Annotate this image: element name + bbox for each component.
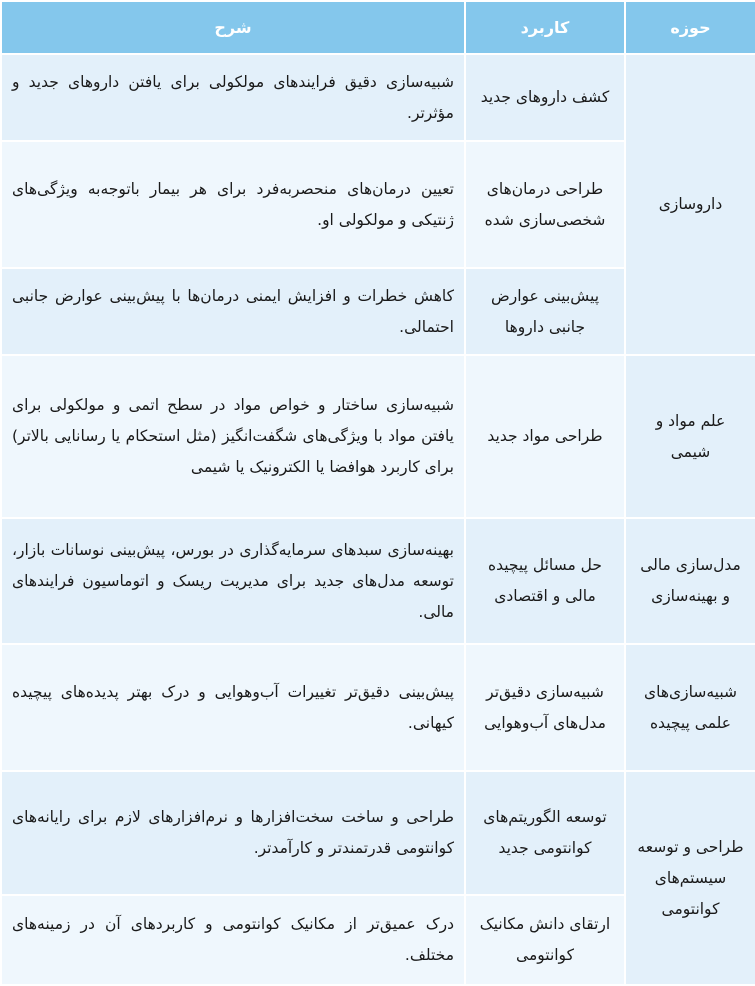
table-row	[1, 518, 755, 644]
domain-cell: شبیه‌سازی‌های علمی پیچیده	[625, 644, 755, 771]
use-cell: طراحی مواد جدید	[465, 355, 625, 518]
table-row	[1, 54, 755, 141]
description-cell: بهینه‌سازی سبدهای سرمایه‌گذاری در بورس، پیش‌بینی نوسانات بازار، توسعه مدل‌های جدید برای مدیریت ریسک و اتوماسیون فرایندهای مالی.	[1, 518, 465, 644]
domain-cell: داروسازی	[625, 54, 755, 355]
header-description: شرح	[1, 1, 465, 54]
table-row	[1, 644, 755, 771]
description-cell: پیش‌بینی دقیق‌تر تغییرات آب‌وهوایی و درک بهتر پدیده‌های پیچیده کیهانی.	[1, 644, 465, 771]
use-cell: شبیه‌سازی دقیق‌تر مدل‌های آب‌وهوایی	[465, 644, 625, 771]
description-cell: طراحی و ساخت سخت‌افزارها و نرم‌افزارهای لازم برای رایانه‌های کوانتومی قدرتمندتر و کارآمدتر.	[1, 771, 465, 895]
domain-cell: مدل‌سازی مالی و بهینه‌سازی	[625, 518, 755, 644]
use-cell: توسعه الگوریتم‌های کوانتومی جدید	[465, 771, 625, 895]
use-cell: طراحی درمان‌های شخصی‌سازی شده	[465, 141, 625, 268]
description-cell: شبیه‌سازی دقیق فرایندهای مولکولی برای یافتن داروهای جدید و مؤثرتر.	[1, 54, 465, 141]
header-domain: حوزه	[625, 1, 755, 54]
description-cell: درک عمیق‌تر از مکانیک کوانتومی و کاربردهای آن در زمینه‌های مختلف.	[1, 895, 465, 985]
use-cell: کشف داروهای جدید	[465, 54, 625, 141]
description-cell: شبیه‌سازی ساختار و خواص مواد در سطح اتمی و مولکولی برای یافتن مواد با ویژگی‌های شگفت‌انگیز (مثل استحکام یا رسانایی بالاتر) برای کاربرد هوافضا یا الکترونیک یا شیمی	[1, 355, 465, 518]
header-row	[1, 1, 755, 54]
table-row	[1, 355, 755, 518]
description-cell: کاهش خطرات و افزایش ایمنی درمان‌ها با پیش‌بینی عوارض جانبی احتمالی.	[1, 268, 465, 355]
table-row	[1, 771, 755, 895]
domain-cell: علم مواد و شیمی	[625, 355, 755, 518]
description-cell: تعیین درمان‌های منحصربه‌فرد برای هر بیمار باتوجه‌به ویژگی‌های ژنتیکی و مولکولی او.	[1, 141, 465, 268]
use-cell: ارتقای دانش مکانیک کوانتومی	[465, 895, 625, 985]
use-cell: پیش‌بینی عوارض جانبی داروها	[465, 268, 625, 355]
use-cell: حل مسائل پیچیده مالی و اقتصادی	[465, 518, 625, 644]
header-use: کاربرد	[465, 1, 625, 54]
domain-cell: طراحی و توسعه سیستم‌های کوانتومی	[625, 771, 755, 985]
